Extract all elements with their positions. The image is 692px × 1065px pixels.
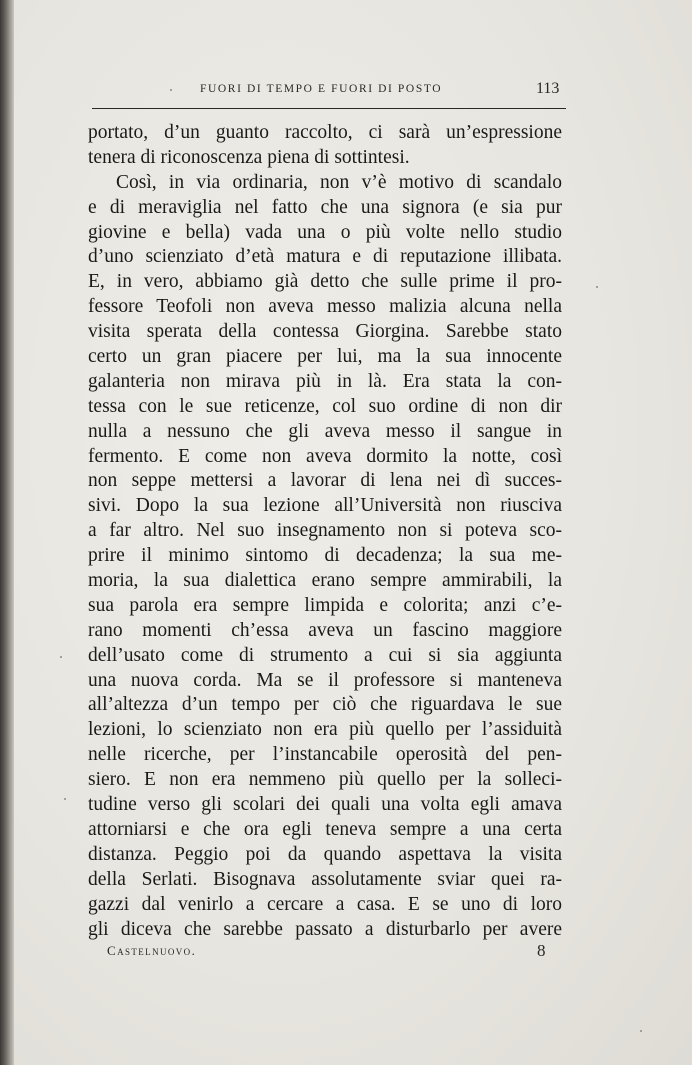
text-line: attorniarsi e che ora egli teneva sempre a una certa [88,818,562,840]
text-line: galanteria non mirava più in là. Era stata la con- [88,370,562,392]
running-title: FUORI DI TEMPO E FUORI DI POSTO [200,83,443,95]
text-line: moria, la sua dialettica erano sempre ammirabili, la [88,570,562,592]
text-line: non seppe mettersi a lavorar di lena nei dì succes- [88,470,562,492]
text-line: e di meraviglia nel fatto che una signora (e sia pur [88,196,562,218]
text-line: distanza. Peggio poi da quando aspettava la visita [88,843,562,865]
text-line: nelle ricerche, per l’instancabile operosità del pen- [88,744,562,766]
paper-speck [170,89,172,91]
text-line: prire il minimo sintomo di decadenza; la sua me- [88,545,562,567]
text-line: d’uno scienziato d’età matura e di reputazione illibata. [88,246,562,268]
text-line: della Serlati. Bisognava assolutamente sviar quei ra- [88,868,562,890]
text-line: tudine verso gli scolari dei quali una volta egli amava [88,794,562,816]
body-text [88,121,562,942]
text-line: tenera di riconoscenza piena di sottintesi. [88,146,410,168]
text-line: Così, in via ordinaria, non v’è motivo di scandalo [116,171,562,193]
paper-speck [64,798,66,800]
text-line: lezioni, lo scienziato non era più quello per l’assiduità [88,719,562,741]
page-footer [0,941,692,965]
text-line: rano momenti ch’essa aveva un fascino maggiore [88,619,562,641]
header-rule [92,108,566,109]
text-line: visita sperata della contessa Giorgina. Sarebbe stato [88,321,562,343]
text-line: fermento. E come non aveva dormito la notte, così [88,445,562,467]
text-line: a far altro. Nel suo insegnamento non si poteva sco- [88,520,562,542]
running-head [0,80,692,102]
printer-signature: Castelnuovo. [107,943,197,958]
text-line: gli diceva che sarebbe passato a disturbarlo per avere [88,918,562,940]
text-line: certo un gran piacere per lui, ma la sua innocente [88,346,562,368]
page-spine-shadow [0,0,14,1065]
text-line: giovine e bella) vada una o più volte nello studio [88,221,562,243]
text-line: una nuova corda. Ma se il professore si manteneva [88,669,562,691]
text-line: sua parola era sempre limpida e colorita; anzi c’e- [88,594,562,616]
text-line: fessore Teofoli non aveva messo malizia alcuna nella [88,296,562,318]
paper-speck [640,1030,642,1032]
text-line: dell’usato come di strumento a cui si sia aggiunta [88,644,562,666]
text-line: tessa con le sue reticenze, col suo ordine di non dir [88,395,562,417]
text-line: all’altezza d’un tempo per ciò che riguardava le sue [88,694,562,716]
text-line: sivi. Dopo la sua lezione all’Università non riusciva [88,495,562,517]
signature-number: 8 [537,941,546,960]
text-line: portato, d’un guanto raccolto, ci sarà un’espressione [88,122,562,143]
text-line: nulla a nessuno che gli aveva messo il sangue in [88,420,562,442]
page-number: 113 [536,80,560,97]
text-line: gazzi dal venirlo a cercare a casa. E se uno di loro [88,893,562,915]
text-line: siero. E non era nemmeno più quello per la solleci- [88,769,562,791]
paper-speck [60,656,62,658]
text-line: E, in vero, abbiamo già detto che sulle prime il pro- [88,271,562,293]
paper-speck [596,286,598,288]
